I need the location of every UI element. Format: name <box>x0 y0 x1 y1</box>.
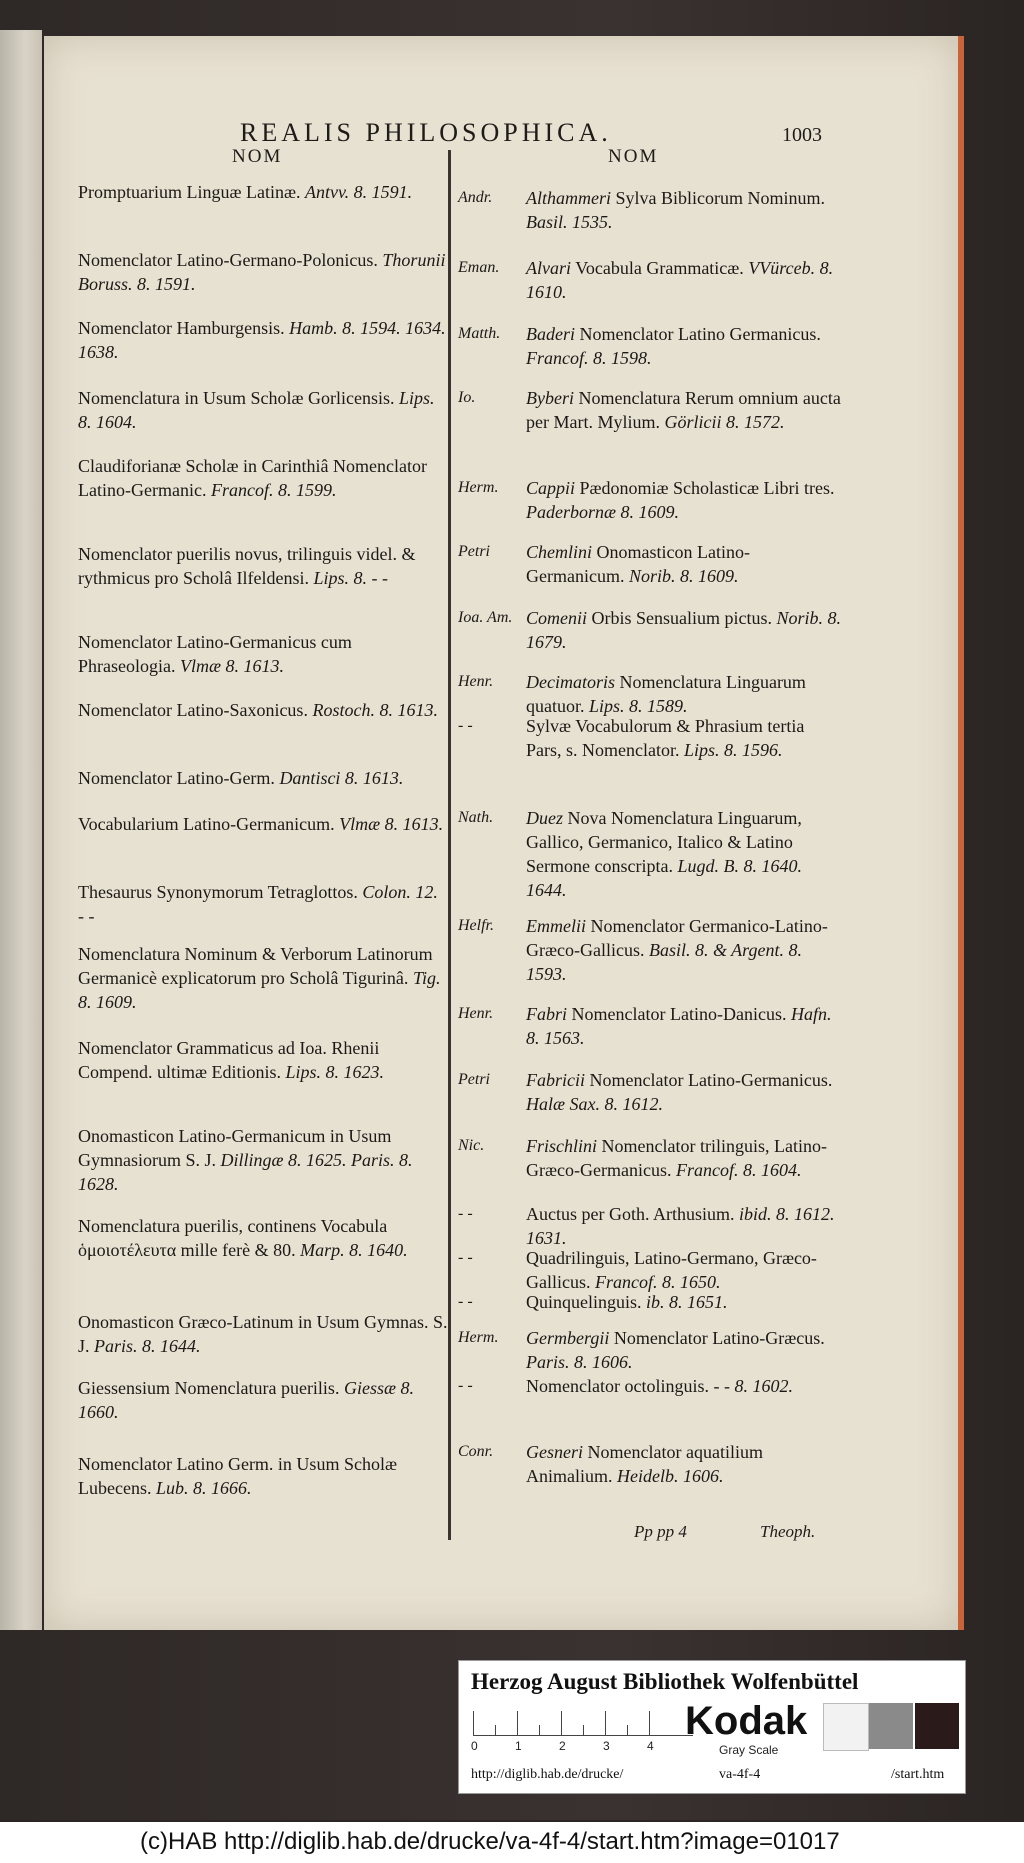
entry-title: Nomenclatura in Usum Scholæ Gorlicensis. <box>78 388 395 408</box>
entry-forename: Matth. <box>458 325 501 342</box>
kodak-logo: Kodak <box>685 1699 808 1743</box>
entry-title: Claudiforianæ Scholæ in Carinthiâ Nomenclator Latino-Germanic. <box>78 456 427 500</box>
entry-title: Nomenclatura Rerum omnium aucta per Mart. Mylium. <box>526 388 841 432</box>
entry-imprint: Paris. 8. 1606. <box>526 1352 633 1372</box>
entry-title: Nomenclator Hamburgensis. <box>78 318 285 338</box>
left-entry <box>78 454 448 502</box>
entry-imprint: Dantisci 8. 1613. <box>279 768 404 788</box>
entry-imprint: Rostoch. 8. 1613. <box>312 700 438 720</box>
left-entry <box>78 248 448 296</box>
entry-imprint: Halæ Sax. 8. 1612. <box>526 1094 663 1114</box>
left-entry <box>78 630 448 678</box>
entry-title: Nomenclator puerilis novus, trilinguis videl. & rythmicus pro Scholâ Ilfeldensi. <box>78 544 416 588</box>
left-entry <box>78 1214 448 1262</box>
left-entry <box>78 1376 448 1424</box>
footer-copyright-url: (c)HAB http://diglib.hab.de/drucke/va-4f-4/start.htm?image=01017 <box>140 1828 840 1855</box>
entry-imprint: - - 8. 1602. <box>713 1376 793 1396</box>
entry-imprint: VVürceb. 8. 1610. <box>526 258 834 302</box>
entry-imprint: Dillingæ 8. 1625. Paris. 8. 1628. <box>78 1150 413 1194</box>
entry-forename: Petri <box>458 543 490 560</box>
entry-author: Althammeri <box>526 188 611 208</box>
left-entry <box>78 1036 448 1084</box>
entry-imprint: Heidelb. 1606. <box>617 1466 724 1486</box>
entry-forename: Herm. <box>458 479 499 496</box>
entry-forename: Eman. <box>458 259 500 276</box>
entry-title: Onomasticon Latino-Germanicum in Usum Gymnasiorum S. J. <box>78 1126 392 1170</box>
entry-forename: Andr. <box>458 189 493 206</box>
scale-number: 2 <box>559 1739 566 1753</box>
ruler-scale <box>473 1707 693 1736</box>
entry-imprint: Tig. 8. 1609. <box>78 968 441 1012</box>
entry-imprint: Francof. 8. 1604. <box>675 1160 802 1180</box>
left-entry <box>78 1124 448 1196</box>
gray-patch-white <box>823 1703 869 1751</box>
entry-title: Promptuarium Linguæ Latinæ. <box>78 182 301 202</box>
entry-forename: - - <box>458 717 473 734</box>
entry-author: Germbergii <box>526 1328 610 1348</box>
library-label-card <box>458 1660 966 1794</box>
left-entry <box>78 386 448 434</box>
left-entry <box>78 180 448 204</box>
url-file: /start.htm <box>891 1767 945 1782</box>
scale-number: 4 <box>647 1739 654 1753</box>
entry-imprint: Vlmæ 8. 1613. <box>339 814 444 834</box>
entry-author: Gesneri <box>526 1442 583 1462</box>
entry-imprint: Lips. 8. - - <box>313 568 388 588</box>
entry-imprint: Vlmæ 8. 1613. <box>179 656 284 676</box>
entry-imprint: Görlicii 8. 1572. <box>664 412 785 432</box>
url-base: http://diglib.hab.de/drucke/ <box>471 1767 624 1782</box>
entry-title: Nomenclator Germanico-Latino-Græco-Gallicus. <box>526 916 828 960</box>
entry-title: Pædonomiæ Scholasticæ Libri tres. <box>579 478 835 498</box>
entry-title: Nomenclator aquatilium Animalium. <box>526 1442 763 1486</box>
entry-title: Orbis Sensualium pictus. <box>591 608 772 628</box>
library-name: Herzog August Bibliothek Wolfenbüttel <box>471 1669 859 1694</box>
entry-forename: - - <box>458 1205 473 1222</box>
entry-imprint: Hamb. 8. 1594. 1634. 1638. <box>78 318 446 362</box>
entry-imprint: Lips. 8. 1589. <box>589 696 688 716</box>
entry-forename: Nath. <box>458 809 494 826</box>
entry-title: Nomenclator Latino-Græcus. <box>613 1328 825 1348</box>
entry-forename: - - <box>458 1249 473 1266</box>
scale-number: 0 <box>471 1739 478 1753</box>
entry-imprint: Francof. 8. 1598. <box>526 348 652 368</box>
left-entry <box>78 542 448 590</box>
entry-imprint: Marp. 8. 1640. <box>300 1240 408 1260</box>
ruler-tick <box>605 1711 606 1735</box>
entry-title: Nomenclator Latino-Saxonicus. <box>78 700 308 720</box>
entry-title: Giessensium Nomenclatura puerilis. <box>78 1378 340 1398</box>
entry-imprint: Lips. 8. 1623. <box>285 1062 385 1082</box>
entry-forename: Helfr. <box>458 917 494 934</box>
catchword: Theoph. <box>760 1522 816 1541</box>
entry-imprint: Hafn. 8. 1563. <box>526 1004 832 1048</box>
ruler-tick <box>627 1725 628 1735</box>
column-divider <box>448 150 451 1540</box>
entry-title: Nomenclator Latino-Germanicus. <box>589 1070 833 1090</box>
entry-title: Nomenclator Latino-Danicus. <box>571 1004 787 1024</box>
entry-imprint: Lips. 8. 1604. <box>78 388 435 432</box>
entry-forename: Henr. <box>458 1005 494 1022</box>
entry-title: Nomenclator Latino-Germanicus cum Phraseologia. <box>78 632 352 676</box>
ruler-tick <box>561 1711 562 1735</box>
entry-author: Alvari <box>526 258 571 278</box>
entry-imprint: Paderbornæ 8. 1609. <box>526 502 679 522</box>
entry-title: Nomenclator Grammaticus ad Ioa. Rhenii Compend. ultimæ Editionis. <box>78 1038 380 1082</box>
right-column <box>458 186 848 1526</box>
entry-imprint: Lugd. B. 8. 1640. 1644. <box>526 856 802 900</box>
gray-scale-label: Gray Scale <box>719 1743 779 1757</box>
column-head-right: NOM <box>608 146 659 167</box>
entry-title: Sylva Biblicorum Nominum. <box>615 188 825 208</box>
entry-imprint: Giessæ 8. 1660. <box>78 1378 414 1422</box>
left-entry <box>78 698 448 722</box>
entry-title: Onomasticon Latino-Germanicum. <box>526 542 750 586</box>
url-shelfmark: va-4f-4 <box>719 1767 761 1782</box>
entry-imprint: ib. 8. 1651. <box>646 1292 728 1312</box>
entry-title: Sylvæ Vocabulorum & Phrasium tertia Pars, s. Nomenclator. <box>526 716 805 760</box>
scale-number: 3 <box>603 1739 610 1753</box>
ruler-tick <box>495 1725 496 1735</box>
left-column <box>78 180 448 1520</box>
entry-forename: Conr. <box>458 1443 494 1460</box>
entry-author: Frischlini <box>526 1136 597 1156</box>
page-fore-edge <box>958 36 964 1630</box>
entry-title: Nomenclator trilinguis, Latino-Græco-Germanicus. <box>526 1136 827 1180</box>
entry-imprint: ibid. 8. 1612. 1631. <box>526 1204 835 1248</box>
entry-forename: Io. <box>458 389 476 406</box>
entry-author: Cappii <box>526 478 576 498</box>
ruler-tick <box>517 1711 518 1735</box>
ruler-tick <box>583 1725 584 1735</box>
entry-forename: Henr. <box>458 673 494 690</box>
entry-imprint: Lips. 8. 1596. <box>683 740 783 760</box>
column-head-left: NOM <box>232 146 283 167</box>
entry-title: Nomenclatura Nominum & Verborum Latinorum Germanicè explicatorum pro Scholâ Tigurinâ. <box>78 944 433 988</box>
entry-forename: Herm. <box>458 1329 499 1346</box>
entry-title: Nomenclator Latino Germanicus. <box>579 324 821 344</box>
entry-title: Onomasticon Græco-Latinum in Usum Gymnas. S. J. <box>78 1312 448 1356</box>
footer-bar <box>0 1822 1024 1863</box>
entry-title: Nomenclatura puerilis, continens Vocabula ὁμοιοτέλευτα mille ferè & 80. <box>78 1216 388 1260</box>
entry-author: Fabricii <box>526 1070 585 1090</box>
left-entry <box>78 812 448 836</box>
entry-forename: - - <box>458 1293 473 1310</box>
entry-title: Nomenclator octolinguis. <box>526 1376 709 1396</box>
ruler-tick <box>649 1711 650 1735</box>
entry-title: Nomenclatura Linguarum quatuor. <box>526 672 806 716</box>
entry-imprint: Basil. 8. & Argent. 8. 1593. <box>526 940 802 984</box>
entry-author: Chemlini <box>526 542 592 562</box>
entry-imprint: Antvv. 8. 1591. <box>305 182 413 202</box>
entry-author: Byberi <box>526 388 574 408</box>
entry-imprint: Francof. 8. 1599. <box>210 480 337 500</box>
left-entry <box>78 880 448 928</box>
entry-imprint: Basil. 1535. <box>526 212 613 232</box>
left-entry <box>78 1452 448 1500</box>
entry-title: Thesaurus Synonymorum Tetraglottos. <box>78 882 358 902</box>
left-entry <box>78 1310 448 1358</box>
entry-title: Vocabularium Latino-Germanicum. <box>78 814 335 834</box>
entry-author: Fabri <box>526 1004 568 1024</box>
entry-imprint: Thorunii Boruss. 8. 1591. <box>78 250 446 294</box>
previous-page-edge <box>0 30 42 1630</box>
entry-forename: - - <box>458 1377 473 1394</box>
gray-patch-dark <box>915 1703 959 1749</box>
left-entry <box>78 766 448 790</box>
entry-author: Comenii <box>526 608 587 628</box>
signature-mark: Pp pp 4 <box>634 1522 687 1541</box>
entry-forename: Ioa. Am. <box>458 609 513 626</box>
entry-title: Nova Nomenclatura Linguarum, Gallico, Germanico, Italico & Latino Sermone conscripta. <box>526 808 802 876</box>
left-entry <box>78 942 448 1014</box>
left-entry <box>78 316 448 364</box>
gray-patch-mid <box>869 1703 913 1749</box>
entry-forename: Petri <box>458 1071 490 1088</box>
entry-imprint: Norib. 8. 1609. <box>628 566 739 586</box>
entry-title: Vocabula Grammaticæ. <box>575 258 744 278</box>
entry-title: Nomenclator Latino-Germ. <box>78 768 275 788</box>
entry-imprint: Paris. 8. 1644. <box>94 1336 201 1356</box>
ruler-tick <box>473 1711 474 1735</box>
entry-imprint: Colon. 12. - - <box>78 882 438 926</box>
entry-imprint: Norib. 8. 1679. <box>526 608 842 652</box>
entry-author: Duez <box>526 808 563 828</box>
page-number: 1003 <box>782 124 822 146</box>
entry-author: Baderi <box>526 324 575 344</box>
ruler-tick <box>539 1725 540 1735</box>
entry-imprint: Francof. 8. 1650. <box>595 1272 721 1292</box>
entry-title: Nomenclator Latino Germ. in Usum Scholæ Lubecens. <box>78 1454 397 1498</box>
entry-title: Quadrilinguis, Latino-Germano, Græco-Gallicus. <box>526 1248 817 1292</box>
entry-forename: Nic. <box>458 1137 485 1154</box>
entry-title: Auctus per Goth. Arthusium. <box>526 1204 735 1224</box>
entry-title: Quinquelinguis. <box>526 1292 642 1312</box>
entry-author: Emmelii <box>526 916 586 936</box>
running-head: REALIS PHILOSOPHICA. <box>240 118 612 147</box>
entry-imprint: Lub. 8. 1666. <box>155 1478 252 1498</box>
scale-number: 1 <box>515 1739 522 1753</box>
entry-title: Nomenclator Latino-Germano-Polonicus. <box>78 250 378 270</box>
entry-author: Decimatoris <box>526 672 615 692</box>
